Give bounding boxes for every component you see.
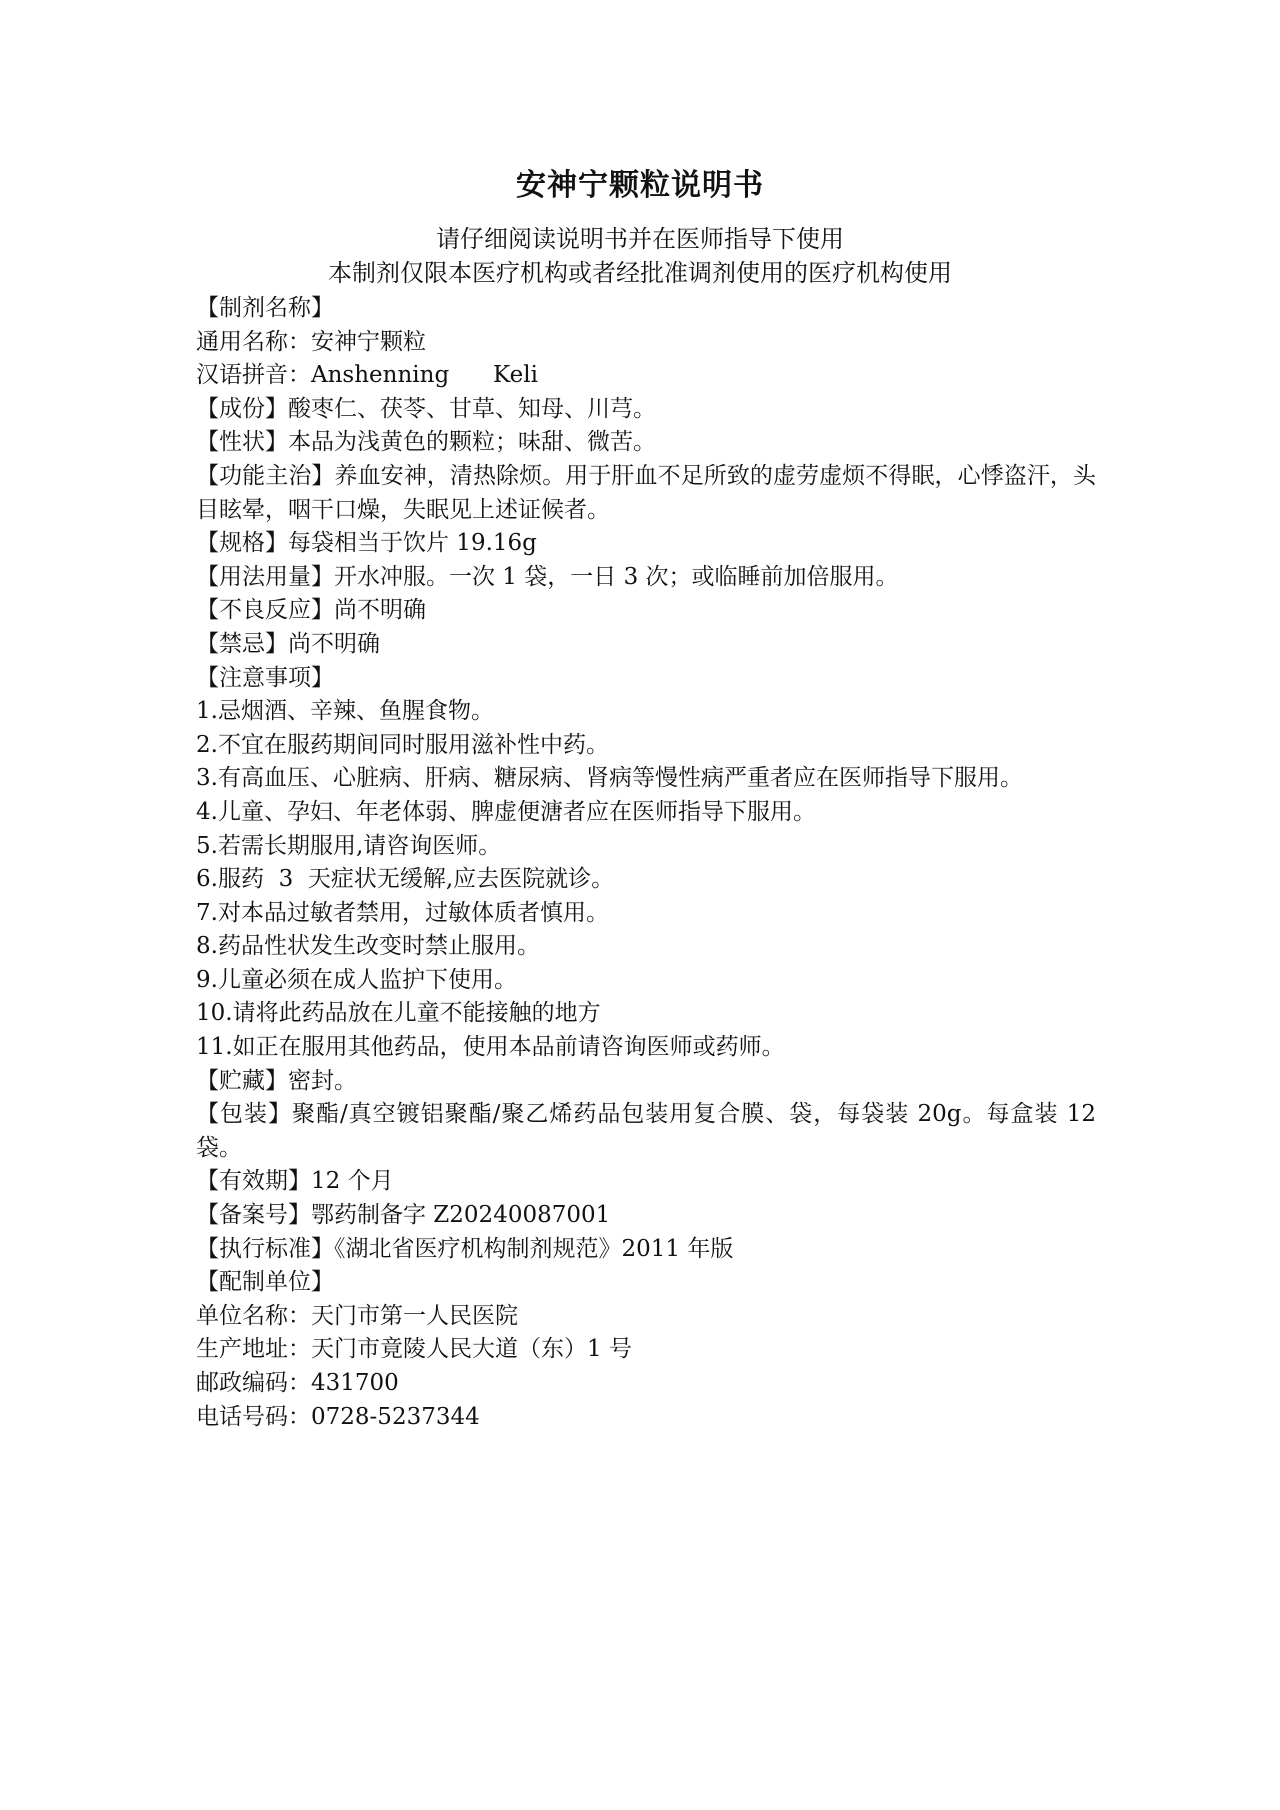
section-ingredients [196,393,1096,427]
adverse-reactions-text: 尚不明确 [334,597,426,624]
precaution-item: 5.若需长期服用,请咨询医师。 [196,832,502,859]
section-indications [196,460,1096,527]
section-packaging [196,1098,1096,1165]
section-contraindications [196,628,1096,662]
section-record-number [196,1199,1096,1233]
section-validity [196,1165,1096,1199]
manufacturer-postal-code: 邮政编码：431700 [196,1370,399,1396]
contraindications-text: 尚不明确 [288,630,380,657]
institution-restriction-notice: 本制剂仅限本医疗机构或者经批准调剂使用的医疗机构使用 [328,259,952,287]
precaution-item: 10.请将此药品放在儿童不能接触的地方 [196,1000,601,1027]
specification-text: 每袋相当于饮片 19.16g [288,530,537,557]
section-description [196,426,1096,460]
record-number-heading: 【备案号】 [196,1202,311,1229]
precaution-item: 1.忌烟酒、辛辣、鱼腥食物。 [196,698,494,725]
manufacturer-unit-name: 单位名称：天门市第一人民医院 [196,1302,518,1329]
contraindications-heading: 【禁忌】 [196,630,288,657]
pinyin-name: 汉语拼音：Anshenning Keli [196,362,538,389]
precaution-item: 4.儿童、孕妇、年老体弱、脾虚便溏者应在医师指导下服用。 [196,798,816,825]
indications-text: 养血安神，清热除烦。用于肝血不足所致的虚劳虚烦不得眠，心悸盗汗，头目眩晕，咽干口燥，失眠见上述证候者。 [196,462,1097,523]
standard-text: 《湖北省医疗机构制剂规范》2011 年版 [334,1235,734,1262]
storage-heading: 【贮藏】 [196,1067,288,1094]
description-heading: 【性状】 [196,429,288,456]
manufacturer-address: 生产地址：天门市竟陵人民大道（东）1 号 [196,1336,632,1363]
dosage-text: 开水冲服。一次 1 袋，一日 3 次；或临睡前加倍服用。 [334,563,899,590]
adverse-reactions-heading: 【不良反应】 [196,597,334,624]
manufacturer-phone: 电话号码：0728-5237344 [196,1403,480,1430]
storage-text: 密封。 [288,1067,357,1094]
precaution-item: 8.药品性状发生改变时禁止服用。 [196,933,540,960]
precaution-item: 3.有高血压、心脏病、肝病、糖尿病、肾病等慢性病严重者应在医师指导下服用。 [196,765,1023,792]
section-standard [196,1233,1096,1267]
packaging-heading: 【包装】 [196,1101,292,1128]
section-dosage [196,561,1096,595]
precaution-item: 11.如正在服用其他药品，使用本品前请咨询医师或药师。 [196,1034,785,1061]
dosage-heading: 【用法用量】 [196,563,334,590]
precaution-item: 9.儿童必须在成人监护下使用。 [196,966,517,993]
document-title: 安神宁颗粒说明书 [516,168,764,203]
leaflet-body [196,292,1096,1434]
ingredients-text: 酸枣仁、茯苓、甘草、知母、川芎。 [288,395,656,422]
section-precautions-heading: 【注意事项】 [196,664,334,691]
validity-text: 12 个月 [311,1168,394,1195]
record-number-text: 鄂药制备字 Z20240087001 [311,1202,611,1229]
section-adverse-reactions [196,594,1096,628]
ingredients-heading: 【成份】 [196,395,288,422]
indications-heading: 【功能主治】 [196,462,335,489]
standard-heading: 【执行标准】 [196,1235,334,1262]
section-preparation-name-heading: 【制剂名称】 [196,295,334,321]
section-manufacturer-heading: 【配制单位】 [196,1269,334,1296]
specification-heading: 【规格】 [196,530,288,557]
description-text: 本品为浅黄色的颗粒；味甜、微苦。 [288,429,656,456]
section-specification [196,527,1096,561]
precaution-item: 6.服药 3 天症状无缓解,应去医院就诊。 [196,866,615,893]
generic-name: 通用名称：安神宁颗粒 [196,328,426,355]
packaging-text: 聚酯/真空镀铝聚酯/聚乙烯药品包装用复合膜、袋，每袋装 20g。每盒装 12 袋。 [196,1101,1096,1161]
usage-notice: 请仔细阅读说明书并在医师指导下使用 [436,225,844,253]
precaution-item: 7.对本品过敏者禁用，过敏体质者慎用。 [196,899,609,926]
section-storage [196,1065,1096,1099]
precaution-item: 2.不宜在服药期间同时服用滋补性中药。 [196,731,609,758]
validity-heading: 【有效期】 [196,1168,311,1195]
